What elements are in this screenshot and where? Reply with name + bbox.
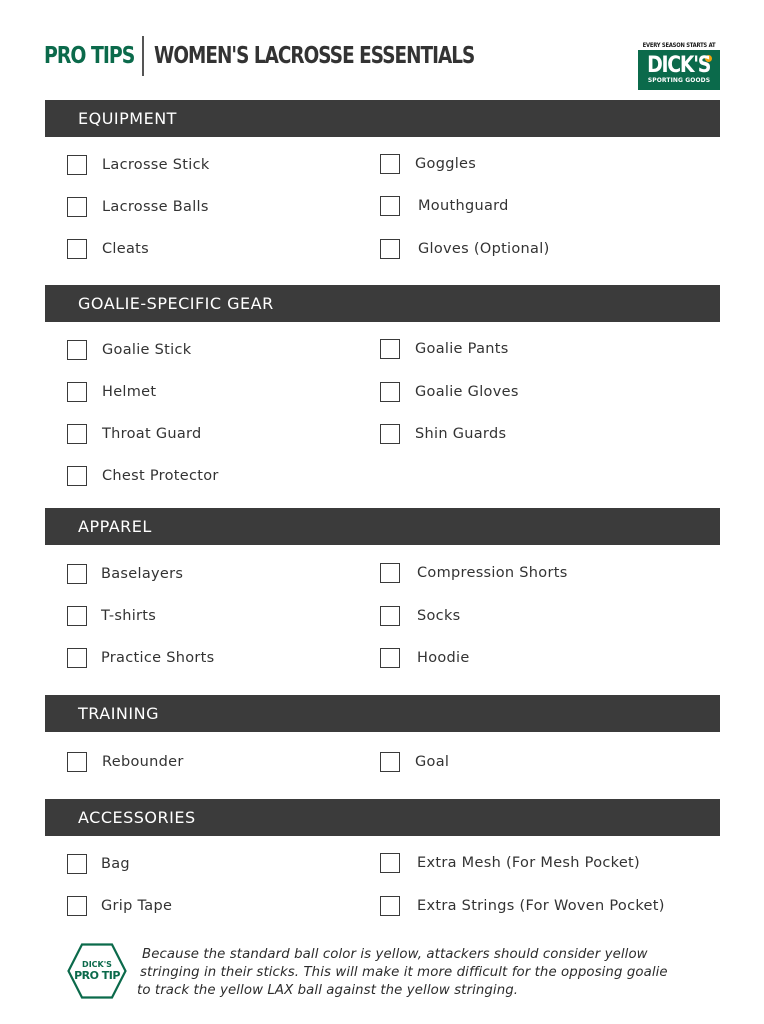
pro-tip-text xyxy=(137,946,737,1000)
item-label: Goal xyxy=(415,754,450,770)
section-header-accessories xyxy=(45,799,720,836)
checklist-item-helmet[interactable] xyxy=(67,382,156,402)
checkbox[interactable] xyxy=(67,340,87,360)
checkbox[interactable] xyxy=(67,606,87,626)
section-title: APPAREL xyxy=(78,517,152,536)
section-title: GOALIE-SPECIFIC GEAR xyxy=(78,294,274,313)
checklist-item-goal[interactable] xyxy=(380,752,449,772)
checkbox[interactable] xyxy=(67,854,87,874)
checklist-item-baselayers[interactable] xyxy=(67,564,183,584)
checklist-item-goalie-gloves[interactable] xyxy=(380,382,519,402)
section-header-goalie-gear xyxy=(45,285,720,322)
checklist-item-gloves[interactable] xyxy=(380,239,550,259)
checkbox[interactable] xyxy=(380,606,400,626)
logo-badge xyxy=(638,50,720,90)
checklist-item-chest-protector[interactable] xyxy=(67,466,219,486)
checkbox[interactable] xyxy=(67,382,87,402)
checklist-item-t-shirts[interactable] xyxy=(67,606,156,626)
dicks-logo xyxy=(638,43,720,90)
checklist-item-practice-shorts[interactable] xyxy=(67,648,215,668)
checkbox[interactable] xyxy=(380,154,400,174)
checklist-item-hoodie[interactable] xyxy=(380,648,470,668)
checkbox[interactable] xyxy=(380,424,400,444)
checkbox[interactable] xyxy=(67,466,87,486)
checklist-item-goggles[interactable] xyxy=(380,154,476,174)
checklist-item-bag[interactable] xyxy=(67,854,130,874)
checkbox[interactable] xyxy=(67,648,87,668)
logo-subtitle: SPORTING GOODS xyxy=(647,77,711,84)
item-label: Chest Protector xyxy=(102,468,219,484)
item-label: Helmet xyxy=(102,384,157,400)
item-label: Lacrosse Stick xyxy=(102,157,210,173)
section-title: EQUIPMENT xyxy=(78,109,177,128)
checkbox[interactable] xyxy=(380,853,400,873)
checkbox[interactable] xyxy=(380,648,400,668)
header-divider xyxy=(142,36,144,76)
item-label: Socks xyxy=(417,608,461,624)
item-label: Rebounder xyxy=(102,754,184,770)
item-label: T-shirts xyxy=(101,608,157,624)
pro-tip-line: stringing in their sticks. This will make it more difficult for the opposing goalie xyxy=(140,965,668,980)
checklist-item-compression-shorts[interactable] xyxy=(380,563,568,583)
logo-wordmark: DICK'S xyxy=(647,53,711,78)
section-title: ACCESSORIES xyxy=(78,808,196,827)
checkbox[interactable] xyxy=(380,382,400,402)
checkbox[interactable] xyxy=(380,563,400,583)
checkbox[interactable] xyxy=(380,196,400,216)
page-title: WOMEN'S LACROSSE ESSENTIALS xyxy=(154,43,475,69)
checklist-item-throat-guard[interactable] xyxy=(67,424,202,444)
item-label: Practice Shorts xyxy=(101,650,215,666)
pro-tip-line: Because the standard ball color is yellow, attackers should consider yellow xyxy=(142,947,648,962)
pro-tip-badge-line1: DICK'S xyxy=(82,960,112,969)
checklist-item-extra-mesh[interactable] xyxy=(380,853,640,873)
checkbox[interactable] xyxy=(380,339,400,359)
checkbox[interactable] xyxy=(67,197,87,217)
checklist-item-shin-guards[interactable] xyxy=(380,424,506,444)
item-label: Goalie Pants xyxy=(415,341,509,357)
item-label: Extra Mesh (For Mesh Pocket) xyxy=(417,855,640,871)
checkbox[interactable] xyxy=(380,752,400,772)
checklist-item-cleats[interactable] xyxy=(67,239,149,259)
checkbox[interactable] xyxy=(67,155,87,175)
item-label: Hoodie xyxy=(417,650,470,666)
checkbox[interactable] xyxy=(380,896,400,916)
item-label: Cleats xyxy=(102,241,149,257)
item-label: Compression Shorts xyxy=(417,565,568,581)
checkbox[interactable] xyxy=(380,239,400,259)
section-header-apparel xyxy=(45,508,720,545)
checklist-item-grip-tape[interactable] xyxy=(67,896,172,916)
item-label: Goggles xyxy=(415,156,477,172)
item-label: Lacrosse Balls xyxy=(102,199,209,215)
logo-tagline: EVERY SEASON STARTS AT xyxy=(642,43,716,49)
checkbox[interactable] xyxy=(67,239,87,259)
section-header-training xyxy=(45,695,720,732)
checklist-item-lacrosse-stick[interactable] xyxy=(67,155,210,175)
item-label: Throat Guard xyxy=(102,426,202,442)
checklist-item-goalie-pants[interactable] xyxy=(380,339,509,359)
checklist-item-lacrosse-balls[interactable] xyxy=(67,197,209,217)
item-label: Goalie Gloves xyxy=(415,384,519,400)
item-label: Baselayers xyxy=(101,566,184,582)
checklist-item-rebounder[interactable] xyxy=(67,752,184,772)
item-label: Extra Strings (For Woven Pocket) xyxy=(417,898,665,914)
item-label: Grip Tape xyxy=(101,898,173,914)
checkbox[interactable] xyxy=(67,424,87,444)
checkbox[interactable] xyxy=(67,752,87,772)
item-label: Shin Guards xyxy=(415,426,507,442)
pro-tip-line: to track the yellow LAX ball against the yellow stringing. xyxy=(137,983,519,998)
checklist-item-extra-strings[interactable] xyxy=(380,896,665,916)
pro-tip-badge-icon xyxy=(67,943,127,999)
section-title: TRAINING xyxy=(78,704,159,723)
checklist-item-goalie-stick[interactable] xyxy=(67,340,191,360)
brand-tag: PRO TIPS xyxy=(44,43,135,69)
section-header-equipment xyxy=(45,100,720,137)
checklist-item-socks[interactable] xyxy=(380,606,461,626)
item-label: Bag xyxy=(101,856,130,872)
item-label: Goalie Stick xyxy=(102,342,192,358)
item-label: Mouthguard xyxy=(418,198,509,214)
checklist-item-mouthguard[interactable] xyxy=(380,196,509,216)
pro-tip-badge-line2: PRO TIP xyxy=(74,969,120,982)
checkbox[interactable] xyxy=(67,896,87,916)
page-header xyxy=(44,34,554,78)
checkbox[interactable] xyxy=(67,564,87,584)
item-label: Gloves (Optional) xyxy=(418,241,550,257)
